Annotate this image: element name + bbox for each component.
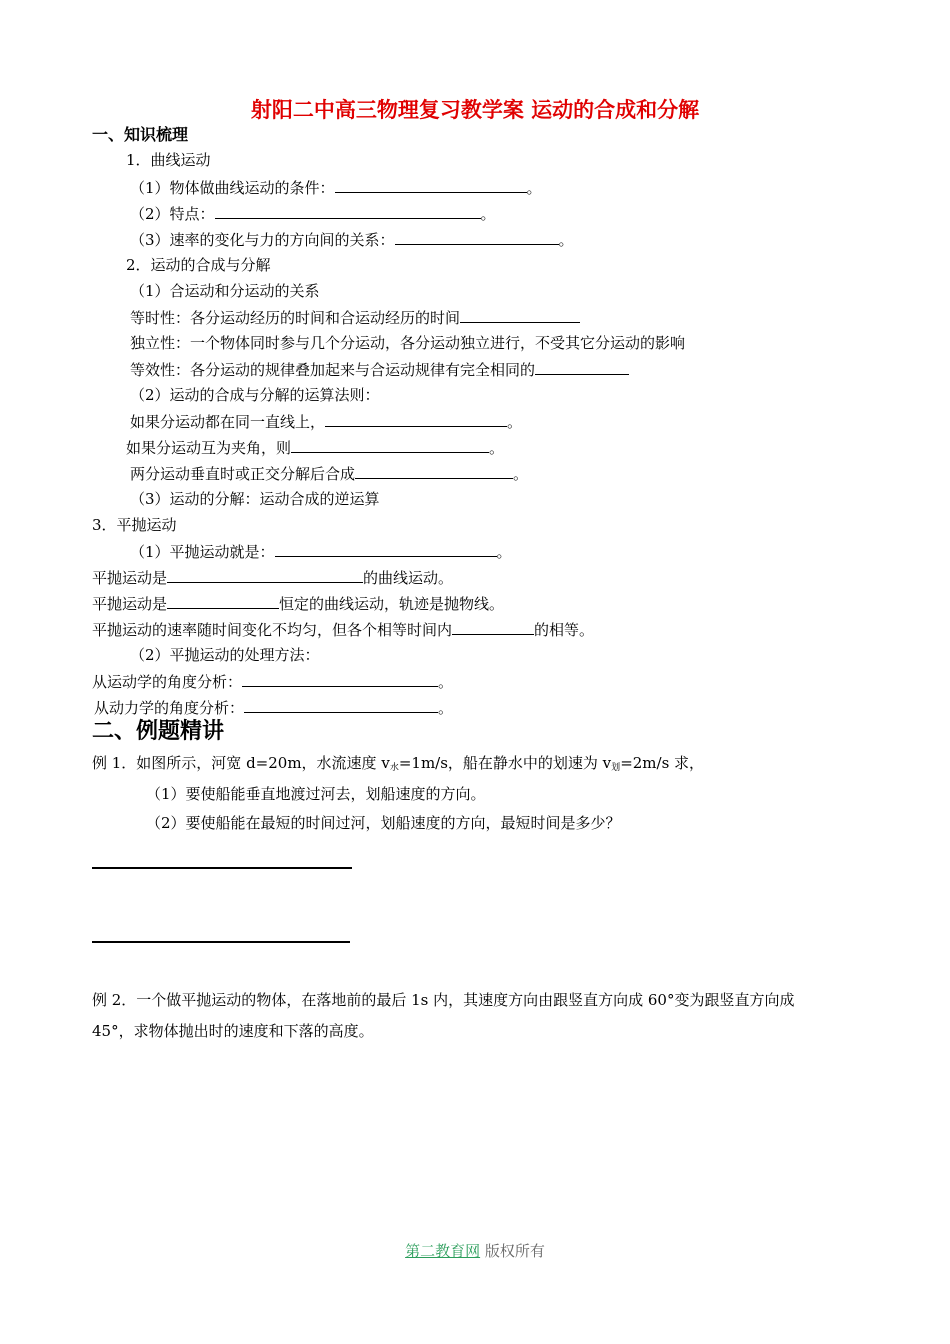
condition-label: （1）物体做曲线运动的条件： — [130, 179, 335, 197]
period: 。 — [489, 439, 505, 457]
answer-blank[interactable] — [395, 229, 559, 245]
answer-blank[interactable] — [355, 463, 513, 479]
curve-motion-heading: 1．曲线运动 — [126, 151, 211, 169]
answer-blank[interactable] — [325, 411, 507, 427]
answer-blank[interactable] — [275, 541, 497, 557]
fill-line-kinematics — [92, 671, 453, 692]
subscript-row: 划 — [611, 763, 621, 773]
fill-line-equivalence — [130, 359, 629, 380]
projectile-2-text: 平抛运动是 — [92, 595, 168, 613]
period: 。 — [480, 205, 496, 223]
method-subheading: （2）平抛运动的处理方法： — [130, 646, 320, 664]
composition-heading: 2．运动的合成与分解 — [126, 256, 271, 274]
example-1-question-2: （2）要使船能在最短的时间过河，划船速度的方向，最短时间是多少？ — [146, 814, 621, 832]
period: 。 — [513, 465, 529, 483]
features-label: （2）特点： — [130, 205, 215, 223]
dynamics-text: 从动力学的角度分析： — [94, 699, 245, 717]
answer-blank[interactable] — [167, 567, 363, 583]
fill-line-dynamics — [94, 697, 453, 718]
projectile-3-text: 平抛运动的速率随时间变化不均匀，但各个相等时间内 — [92, 621, 453, 639]
answer-blank[interactable] — [215, 203, 481, 219]
fill-line-equal-time — [130, 307, 580, 328]
answer-blank[interactable] — [291, 437, 489, 453]
relation-subheading: （1）合运动和分运动的关系 — [130, 282, 320, 300]
speed-force-label: （3）速率的变化与力的方向间的关系： — [130, 231, 395, 249]
example-1-text-a: 例 1．如图所示，河宽 d=20m，水流速度 v — [92, 754, 390, 772]
example-2-line-2: 45°，求物体抛出时的速度和下落的高度。 — [92, 1022, 374, 1040]
example-2-line-1: 例 2．一个做平抛运动的物体，在落地前的最后 1s 内，其速度方向由跟竖直方向成 60°变为跟竖直方向成 — [92, 991, 795, 1009]
answer-line[interactable] — [92, 867, 352, 869]
fill-line-projectile-3 — [92, 619, 594, 640]
footer-copyright: 版权所有 — [480, 1242, 545, 1260]
example-1-text-c: =2m/s 求， — [620, 754, 705, 772]
example-1-question-1: （1）要使船能垂直地渡过河去，划船速度的方向。 — [146, 785, 486, 803]
period: 。 — [507, 413, 523, 431]
kinematics-text: 从运动学的角度分析： — [92, 673, 243, 691]
projectile-3-tail: 的相等。 — [534, 621, 595, 639]
footer — [0, 1241, 950, 1261]
example-1-text-b: =1m/s，船在静水中的划速为 v — [398, 754, 612, 772]
equivalence-text: 等效性：各分运动的规律叠加起来与合运动规律有完全相同的 — [130, 361, 536, 379]
period: 。 — [558, 231, 574, 249]
section-heading-examples: 二、例题精讲 — [92, 719, 225, 744]
projectile-1-text: 平抛运动是 — [92, 569, 168, 587]
answer-blank[interactable] — [244, 697, 438, 713]
fill-line-features — [130, 203, 496, 224]
independence-text: 独立性：一个物体同时参与几个分运动，各分运动独立进行，不受其它分运动的影响 — [130, 334, 686, 352]
fill-line-condition — [130, 177, 542, 198]
projectile-1-tail: 的曲线运动。 — [363, 569, 454, 587]
fill-line-projectile-2 — [92, 593, 504, 614]
rule-b-text: 如果分运动互为夹角，则 — [126, 439, 292, 457]
fill-line-rule-b — [126, 437, 504, 458]
period: 。 — [438, 699, 454, 717]
section-heading-knowledge: 一、知识梳理 — [92, 125, 189, 144]
equal-time-text: 等时性：各分运动经历的时间和合运动经历的时间 — [130, 309, 461, 327]
fill-line-rule-a — [130, 411, 522, 432]
subscript-water: 水 — [389, 763, 399, 773]
fill-line-projectile-def — [130, 541, 512, 562]
period: 。 — [526, 179, 542, 197]
rules-subheading: （2）运动的合成与分解的运算法则： — [130, 386, 380, 404]
projectile-heading: 3．平抛运动 — [92, 516, 177, 534]
fill-line-projectile-1 — [92, 567, 453, 588]
page-title: 射阳二中高三物理复习教学案 运动的合成和分解 — [250, 98, 700, 122]
answer-blank[interactable] — [242, 671, 438, 687]
period: 。 — [438, 673, 454, 691]
projectile-def-text: （1）平抛运动就是： — [130, 543, 275, 561]
answer-blank[interactable] — [167, 593, 279, 609]
rule-c-text: 两分运动垂直时或正交分解后合成 — [130, 465, 356, 483]
answer-blank[interactable] — [460, 307, 580, 323]
decomposition-text: （3）运动的分解：运动合成的逆运算 — [130, 490, 380, 508]
answer-blank[interactable] — [335, 177, 527, 193]
fill-line-speed-force — [130, 229, 574, 250]
projectile-2-tail: 恒定的曲线运动，轨迹是抛物线。 — [279, 595, 505, 613]
answer-line[interactable] — [92, 941, 350, 943]
answer-blank[interactable] — [535, 359, 629, 375]
fill-line-rule-c — [130, 463, 528, 484]
answer-blank[interactable] — [452, 619, 534, 635]
example-1-statement — [92, 753, 704, 778]
rule-a-text: 如果分运动都在同一直线上， — [130, 413, 326, 431]
period: 。 — [496, 543, 512, 561]
footer-link[interactable]: 第二教育网 — [405, 1242, 481, 1260]
